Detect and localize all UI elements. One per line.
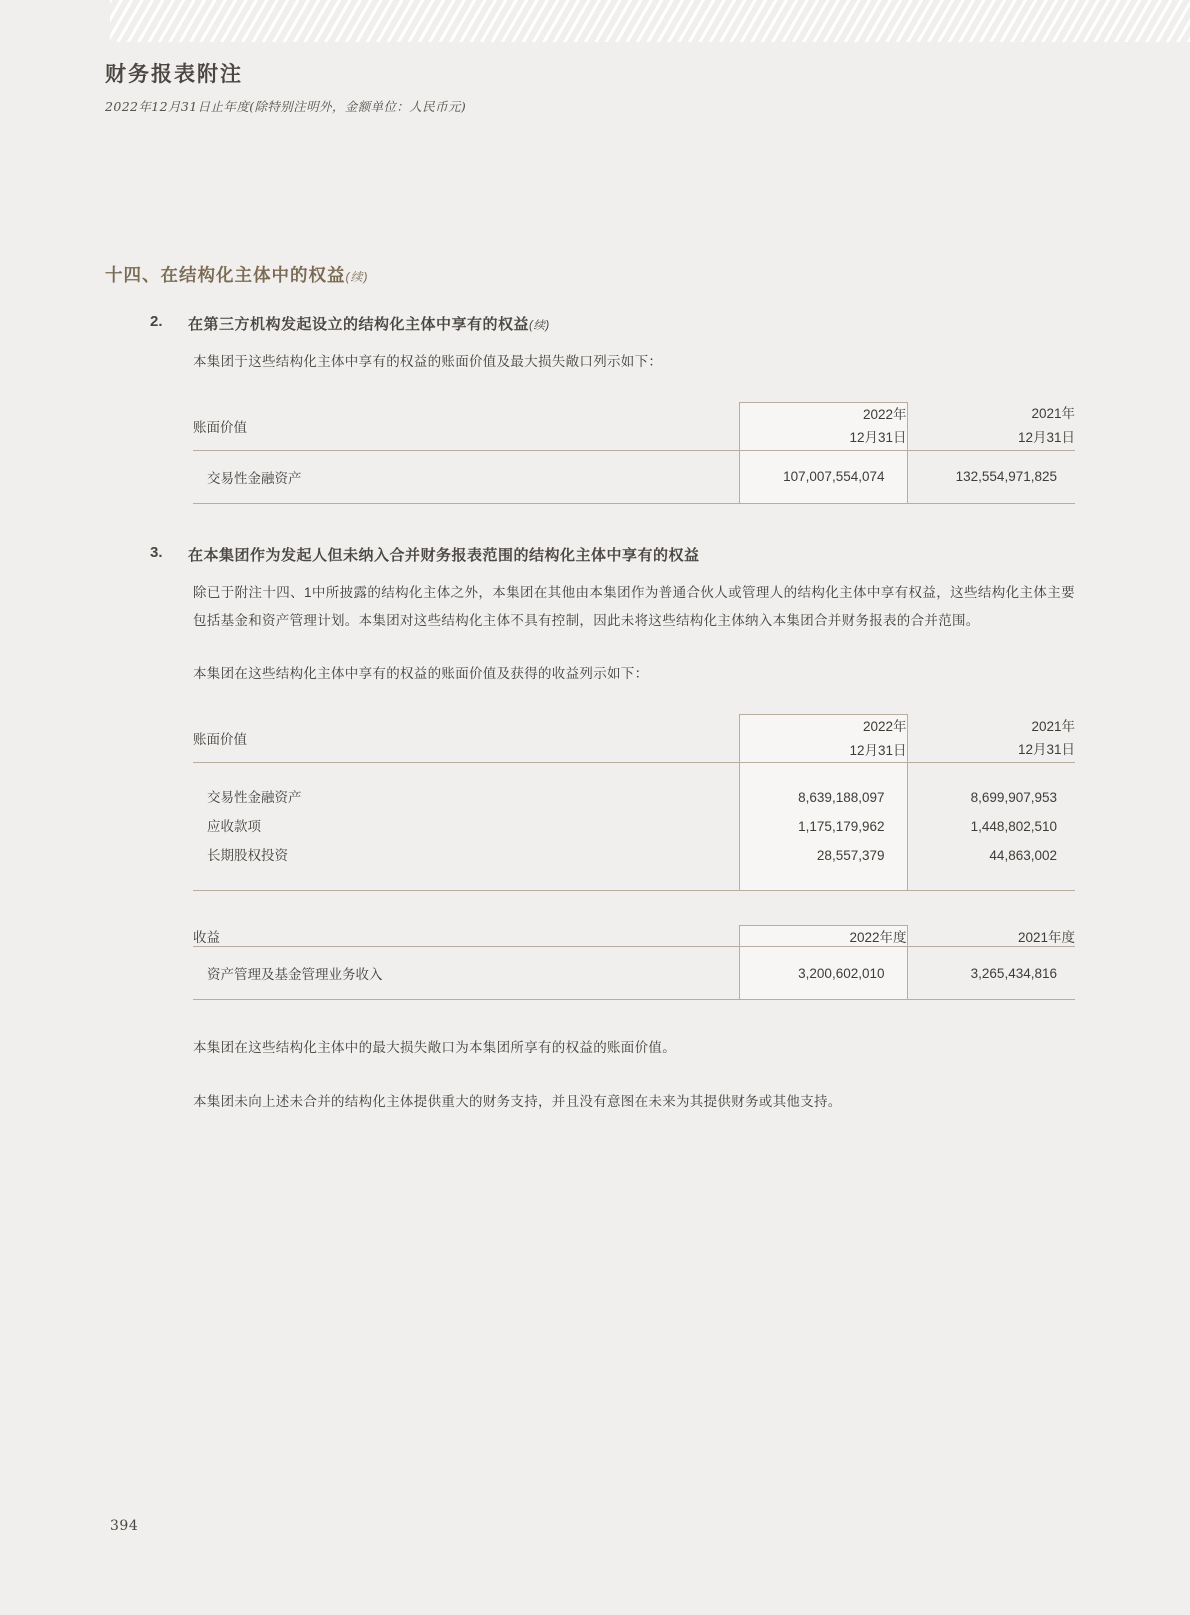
table-1-row-0-label: 交易性金融资产: [193, 450, 739, 503]
table-1-row-0-current: 107,007,554,074: [739, 450, 907, 503]
table-2-header-current: [739, 714, 907, 762]
table-3-header-current: 2022年度: [739, 926, 907, 947]
table-row: [193, 947, 1075, 1000]
table-2-row-1-label: 应收款项: [207, 819, 261, 835]
table-1-header-current-year: 2022年: [862, 406, 907, 422]
section-heading-continued: (续): [345, 270, 369, 284]
table-2-labels: [193, 763, 739, 891]
table-2-row-1-current: 1,175,179,962: [798, 819, 885, 835]
table-2-row-0-label: 交易性金融资产: [207, 790, 302, 806]
page-number: 394: [110, 1518, 139, 1534]
table-1-header-previous: [907, 402, 1075, 450]
decorative-hatch-band: [110, 0, 1190, 42]
closing-paragraph-1: 本集团在这些结构化主体中的最大损失敞口为本集团所享有的权益的账面价值。: [193, 1040, 676, 1056]
table-2-header-label: 账面价值: [193, 714, 739, 762]
table-3-row-0-label: 资产管理及基金管理业务收入: [193, 947, 739, 1000]
table-2-current-values: [739, 763, 907, 891]
table-3-wrapper: [193, 925, 1075, 1000]
item-3-title: 在本集团作为发起人但未纳入合并财务报表范围的结构化主体中享有的权益: [188, 546, 700, 564]
table-2-row-2-previous: 44,863,002: [989, 848, 1057, 864]
table-2-row-2-current: 28,557,379: [816, 848, 885, 864]
document-header: [105, 58, 466, 115]
table-3-header-label: 收益: [193, 926, 739, 947]
table-2-row-0-current: 8,639,188,097: [798, 790, 885, 806]
table-2-row-0-previous: 8,699,907,953: [970, 790, 1057, 806]
table-2-wrapper: [193, 714, 1075, 891]
table-2-header-previous-year: 2021年: [1031, 718, 1075, 734]
table-carrying-amount-sponsored: [193, 714, 1075, 891]
table-3-row-0-previous: 3,265,434,816: [907, 947, 1075, 1000]
item-2-title-continued: (续): [529, 320, 550, 332]
table-2-previous-values: [907, 763, 1075, 891]
table-2-header-previous-date: 12月31日: [1017, 742, 1075, 758]
table-carrying-amount-third-party: [193, 402, 1075, 504]
table-1-header-previous-date: 12月31日: [1017, 430, 1075, 446]
item-2-title-wrap: [188, 313, 550, 334]
table-1-header-label: 账面价值: [193, 402, 739, 450]
item-3-paragraph-1: 除已于附注十四、1中所披露的结构化主体之外，本集团在其他由本集团作为普通合伙人或管理人的结构化主体中享有权益，这些结构化主体主要包括基金和资产管理计划。本集团对这些结构化主体不具有控制，因此未将这些结构化主体纳入本集团合并财务报表的合并范围。: [193, 584, 1075, 628]
table-1-row-0-previous: 132,554,971,825: [907, 450, 1075, 503]
item-2-number: 2.: [150, 313, 163, 330]
table-row: [193, 450, 1075, 503]
item-3-paragraph-2: 本集团在这些结构化主体中享有的权益的账面价值及获得的收益列示如下：: [193, 666, 649, 682]
table-row-header: [193, 402, 1075, 450]
closing-paragraph-2: 本集团未向上述未合并的结构化主体提供重大的财务支持，并且没有意图在未来为其提供财务或其他支持。: [193, 1093, 842, 1109]
item-2-intro-paragraph: 本集团于这些结构化主体中享有的权益的账面价值及最大损失敞口列示如下：: [193, 354, 663, 369]
table-row-header: [193, 926, 1075, 947]
table-2-row-1-previous: 1,448,802,510: [970, 819, 1057, 835]
table-1-wrapper: [193, 402, 1075, 504]
item-2-title: 在第三方机构发起设立的结构化主体中享有的权益: [188, 316, 530, 333]
page-title: 财务报表附注: [105, 61, 243, 86]
page-subtitle: 2022年12月31日止年度(除特别注明外，金额单位：人民币元): [105, 99, 467, 114]
item-3-number: 3.: [150, 543, 163, 561]
table-row: [193, 763, 1075, 891]
item-3-heading: [150, 544, 1075, 565]
table-1-header-current: [739, 402, 907, 450]
section-heading-text: 十四、在结构化主体中的权益: [105, 265, 346, 285]
table-3-header-previous: 2021年度: [907, 926, 1075, 947]
table-2-header-current-year: 2022年: [862, 718, 907, 734]
table-1-header-current-date: 12月31日: [849, 430, 907, 446]
table-2-header-previous: [907, 714, 1075, 762]
table-2-row-2-label: 长期股权投资: [207, 848, 288, 864]
main-content: [105, 262, 1075, 1116]
section-heading: [105, 262, 1075, 287]
table-3-row-0-current: 3,200,602,010: [739, 947, 907, 1000]
item-3-title-wrap: [188, 544, 700, 565]
table-income: [193, 925, 1075, 1000]
table-row-header: [193, 714, 1075, 762]
item-2-heading: [150, 313, 1075, 334]
table-1-header-previous-year: 2021年: [1031, 406, 1075, 422]
table-2-header-current-date: 12月31日: [849, 742, 907, 758]
